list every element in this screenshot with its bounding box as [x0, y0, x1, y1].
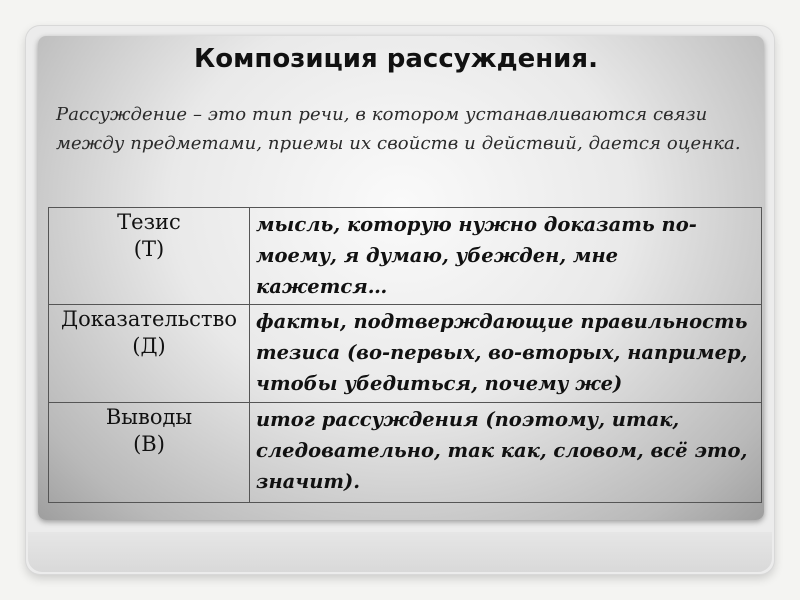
table-row-conclusions [49, 403, 762, 503]
term-name: Тезис [117, 210, 181, 234]
term-name: Доказательство [61, 307, 237, 331]
term-abbreviation: (В) [133, 432, 165, 456]
intro-paragraph: Рассуждение – это тип речи, в котором устанавливаются связи между предметами, приемы их свойств и действий, дается оценка. [56, 104, 741, 154]
definition-cell: факты, подтверждающие правильность тезиса (во-первых, во-вторых, например, чтобы убедиться, почему же) [250, 305, 762, 403]
table-row-thesis [49, 208, 762, 305]
slide-title: Композиция рассуждения. [194, 44, 598, 74]
table-row-proof [49, 305, 762, 403]
term-abbreviation: (Т) [133, 237, 165, 261]
term-cell [49, 403, 250, 503]
term-cell [49, 305, 250, 403]
slide-bottom-bar [28, 532, 772, 572]
term-name: Выводы [105, 405, 193, 429]
definition-cell: мысль, которую нужно доказать по-моему, я думаю, убежден, мне кажется… [250, 208, 762, 305]
term-abbreviation: (Д) [132, 334, 166, 358]
definition-cell: итог рассуждения (поэтому, итак, следовательно, так как, словом, всё это, значит). [250, 403, 762, 503]
composition-table [48, 207, 762, 503]
term-cell [49, 208, 250, 305]
